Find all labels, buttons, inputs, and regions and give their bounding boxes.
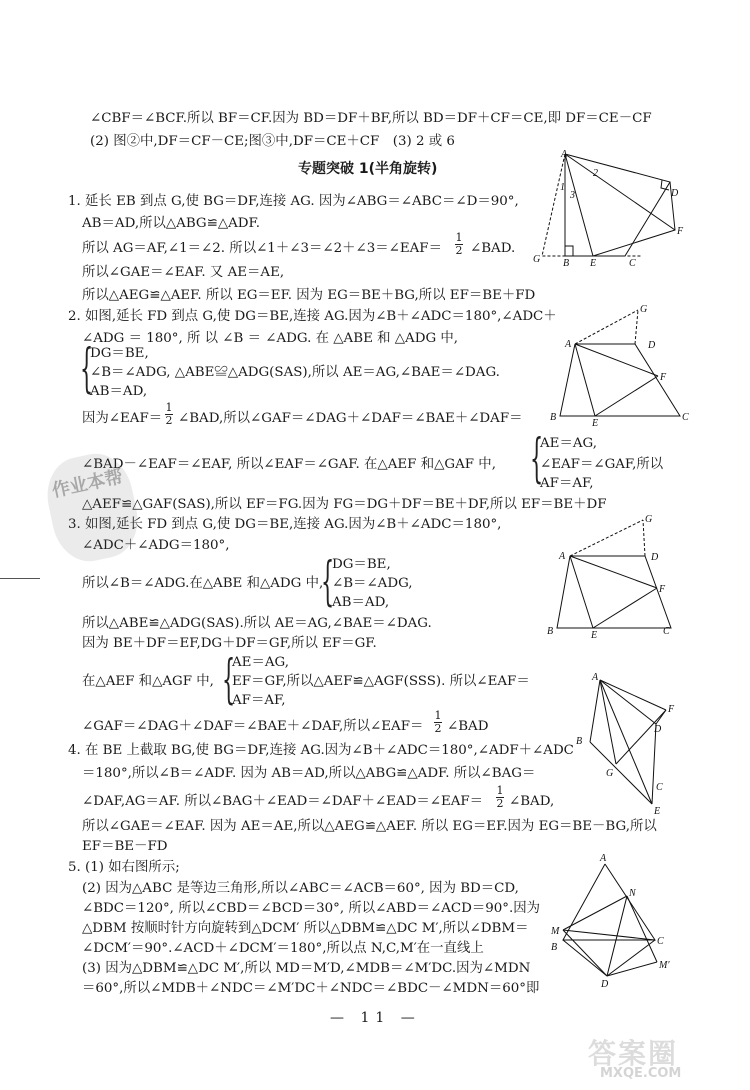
svg-text:E: E [591,630,598,641]
text-line: 所以∠B＝∠ADG.在△ABE 和△ADG 中, [82,576,324,591]
brace: { [222,650,236,710]
fraction-half: 1 2 [496,784,504,810]
watermark-logo: 答案圈 [588,1037,679,1070]
text-line: AE＝AG, [540,436,597,451]
svg-text:A: A [600,853,607,864]
text-line: (2) 因为△ABC 是等边三角形,所以∠ABC＝∠ACB＝60°, 因为 BD＝CD, [82,881,519,896]
text-line: 因为∠EAF＝ [82,411,163,426]
svg-text:A: A [559,551,566,562]
text-line: ＝180°,所以∠B＝∠ADF. 因为 AB＝AD,所以△ABG≌△ADF. 所以∠BAG＝ [82,766,536,781]
text-line: AF＝AF, [232,693,286,708]
figure-1 [525,148,695,268]
figure-5 [545,850,690,990]
page-number: — 11 — [330,1010,421,1026]
text-line: AF＝AF, [540,476,594,491]
text-line: ＝60°,所以∠MDB＋∠NDC＝∠M′DC＋∠NDC＝∠BDC－∠MDN＝60°即 [82,981,540,996]
text-line: ∠CBF＝∠BCF.所以 BF＝CF.因为 BD＝DF＋BF,所以 BD＝DF＋CF＝CE,即 DF＝CE－CF [90,111,652,126]
svg-text:D: D [648,340,656,351]
text-line: ∠DCM′＝90°.∠ACD＋∠DCM′＝180°,所以点 N,C,M′在一直线上 [82,941,484,956]
svg-text:D: D [651,552,659,563]
svg-text:E: E [654,806,661,817]
svg-text:B: B [551,942,558,953]
svg-text:B: B [550,412,557,423]
svg-text:M: M [551,926,560,937]
text-line: 因为 BE＋DF＝EF,DG＋DF＝GF,所以 EF＝GF. [82,636,377,651]
text-line: ∠B＝∠ADG, △ABE≌△ADG(SAS),所以 AE＝AG,∠BAE＝∠DAG. [90,365,500,380]
text-line: 2. 如图,延长 FD 到点 G,使 DG＝BE,连接 AG.因为∠B＋∠ADC＝180°,∠ADC＋ [68,309,557,324]
brace: { [530,429,544,489]
text-line: ∠GAF＝∠DAG＋∠DAF＝∠BAE＋∠DAF,所以∠EAF＝ [82,719,424,734]
text-line: ∠ADG ＝ 180°, 所 以 ∠B ＝ ∠ADG. 在 △ABE 和 △ADG 中, [82,331,459,346]
stamp-mark: 作业本帮 [40,447,145,567]
section-title: 专题突破 1(半角旋转) [298,161,438,177]
svg-text:F: F [659,584,666,595]
text-line: AB＝AD, [332,595,390,610]
watermark-url: MXQE.COM [600,1066,682,1081]
svg-text:D: D [671,188,679,199]
svg-text:G: G [533,254,541,265]
fraction-half: 1 2 [434,709,442,735]
brace: { [80,339,94,399]
text-line: AB＝AD,所以△ABG≌△ADF. [82,216,261,231]
text-line: 4. 在 BE 上截取 BG,使 BG＝DF,连接 AG.因为∠B＋∠ADC＝180°,∠ADF＋∠ADC [68,743,574,758]
fraction-half: 1 2 [455,231,463,257]
svg-text:G: G [640,304,648,315]
figure-2 [550,300,690,430]
text-line: 5. (1) 如右图所示; [68,860,180,875]
figure-4 [570,668,680,818]
text-line: ∠BAD－∠EAF＝∠EAF, 所以∠EAF＝∠GAF. 在△AEF 和△GAF 中, [82,457,496,472]
svg-text:A: A [592,672,599,683]
svg-text:G: G [645,514,653,525]
svg-text:B: B [563,258,570,268]
svg-text:D: D [654,724,662,735]
text-line: AB＝AD, [90,384,148,399]
brace: { [321,552,335,612]
text-line: 所以∠GAE＝∠EAF. 又 AE＝AE, [82,265,285,280]
svg-text:M′: M′ [659,960,670,971]
text-line: DG＝BE, [332,557,391,572]
text-line: (3) 因为△DBM≌△DC M′,所以 MD＝M′D,∠MDB＝∠M′DC.因为∠MDN [82,961,531,976]
figure-3 [545,512,680,642]
svg-text:C: C [657,936,664,947]
svg-text:F: F [660,372,667,383]
text-line: △DBM 按顺时针方向旋转到△DCM′ 所以△DBM≌△DC M′,所以∠DBM＝ [82,921,529,936]
text-line: ∠EAF＝∠GAF,所以 [540,457,664,472]
text-line: 3. 如图,延长 FD 到点 G,使 DG＝BE,连接 AG.因为∠B＋∠ADC＝180°, [68,517,502,532]
svg-text:C: C [663,626,670,637]
svg-text:B: B [547,626,554,637]
svg-text:A: A [561,149,568,160]
text-line: 所以△AEG≌△AEF. 所以 EG＝EF. 因为 EG＝BE＋BG,所以 EF＝BE＋FD [82,288,536,303]
svg-text:1: 1 [560,182,565,193]
margin-rule [0,578,40,579]
text-line: ∠ADC＋∠ADG＝180°, [82,538,230,553]
text-line: ∠BAD. [470,241,516,256]
text-line: ∠BAD,所以∠GAF＝∠DAG＋∠DAF＝∠BAE＋∠DAF＝ [178,411,523,426]
svg-text:D: D [601,979,609,990]
text-line: ∠B＝∠ADG, [332,576,413,591]
svg-text:C: C [656,782,663,793]
text-line: ∠BAD [447,719,489,734]
text-line: ∠DAF,AG＝AF. 所以∠BAG＋∠EAD＝∠DAF＋∠EAD＝∠EAF＝ [82,794,484,809]
svg-text:A: A [565,339,572,350]
text-line: 所以△ABE≌△ADG(SAS).所以 AE＝AG,∠BAE＝∠DAG. [82,616,432,631]
text-line: ∠BDC＝120°, 所以∠CBD＝∠BCD＝30°, 所以∠ABD＝∠ACD＝90°.因为 [82,901,541,916]
svg-text:3: 3 [570,190,575,201]
text-line: 所以∠GAE＝∠EAF. 因为 AE＝AE,所以△AEG≌△AEF. 所以 EG＝EF.因为 EG＝BE－BG,所以 [82,819,657,834]
svg-text:E: E [590,258,597,268]
svg-text:F: F [677,226,684,237]
svg-text:F: F [668,704,675,715]
text-line: (2) 图②中,DF＝CF－CE;图③中,DF＝CE＋CF (3) 2 或 6 [90,134,455,149]
svg-text:C: C [682,412,689,423]
text-line: 在△AEF 和△AGF 中, [82,674,214,689]
svg-text:N: N [629,888,636,899]
text-line: DG＝BE, [90,346,149,361]
text-line: 1. 延长 EB 到点 G,使 BG＝DF,连接 AG. 因为∠ABG＝∠ABC＝∠D＝90°, [68,194,519,209]
svg-text:B: B [576,736,583,747]
svg-text:C: C [629,258,636,268]
text-line: ∠BAD, [509,794,555,809]
svg-text:E: E [592,418,599,429]
text-line: EF＝BE－FD [82,839,168,854]
text-line: △AEF≌△GAF(SAS),所以 EF＝FG.因为 FG＝DG＋DF＝BE＋DF,所以 EF＝BE＋DF [82,497,607,512]
text-line: AE＝AG, [232,655,289,670]
text-line: EF＝GF,所以△AEF≌△AGF(SSS). 所以∠EAF＝ [232,674,530,689]
svg-text:G: G [606,768,614,779]
text-line: 所以 AG＝AF,∠1＝∠2. 所以∠1＋∠3＝∠2＋∠3＝∠EAF＝ [82,241,442,256]
fraction-half: 1 2 [165,401,173,427]
svg-text:2: 2 [593,168,598,179]
